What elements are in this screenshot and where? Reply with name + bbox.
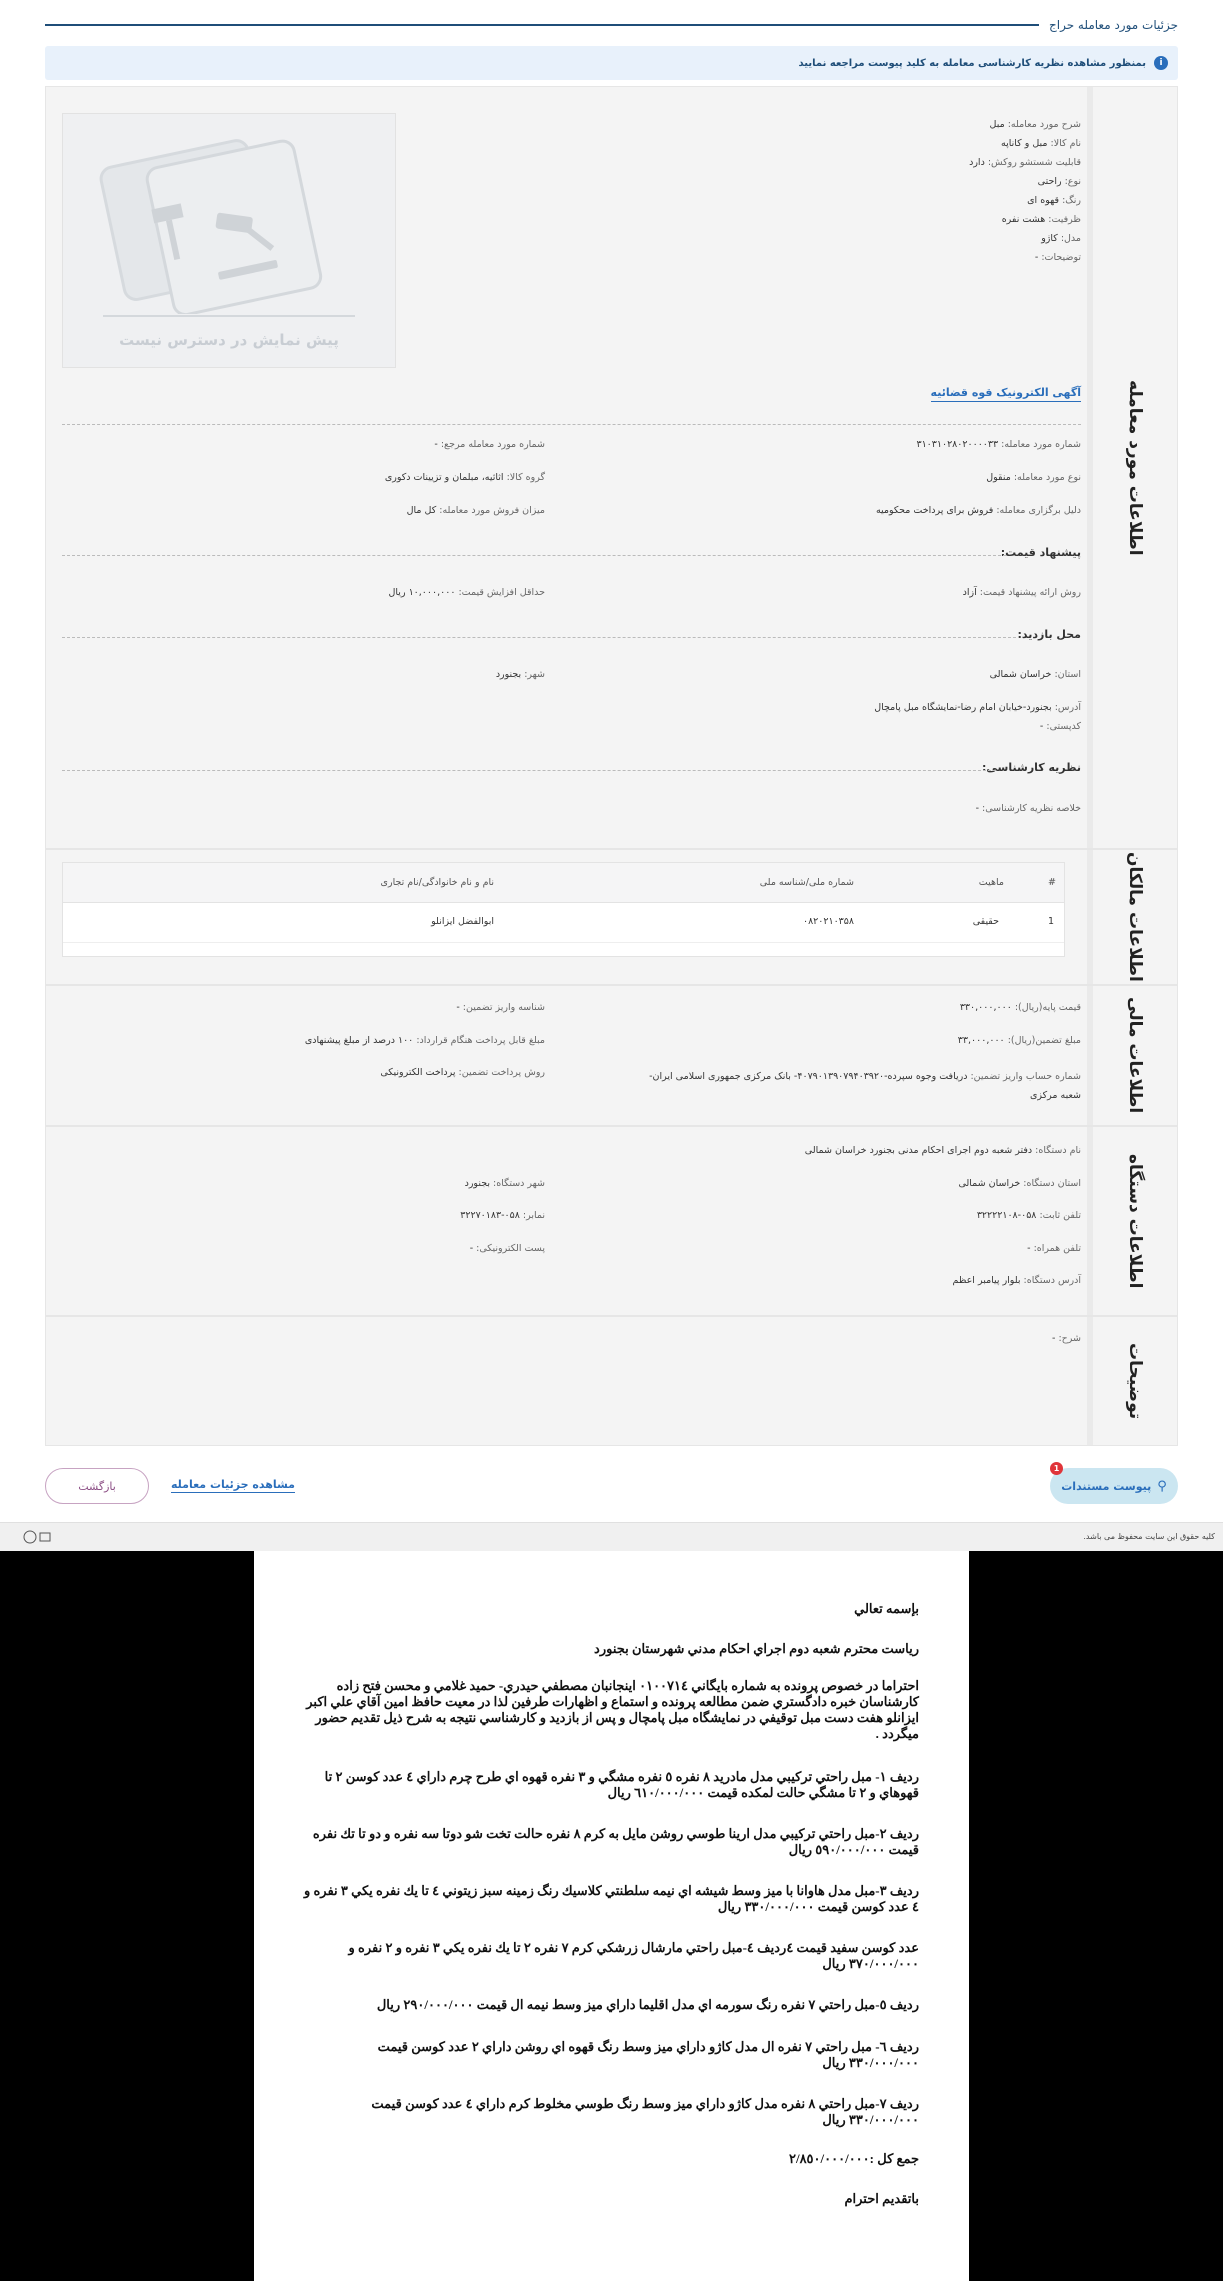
- guarantee-amount: مبلغ تضمین(ریال): ۳۳,۰۰۰,۰۰۰: [957, 1035, 1081, 1046]
- deal-type: نوع مورد معامله: منقول: [986, 472, 1081, 483]
- doc-line: ٣٣٠/٠٠٠/٠٠٠ ريال: [822, 2112, 919, 2127]
- finance-side: [1087, 986, 1177, 1125]
- owners-side: [1087, 850, 1177, 984]
- visit-section-title: محل بازدید:: [1017, 628, 1081, 641]
- office-fax: نمابر: ۰۵۸-۳۲۲۷۰۱۸۳: [460, 1210, 545, 1221]
- ref-number: شماره مورد معامله مرجع: -: [434, 439, 545, 450]
- desc-color: رنگ: قهوه ای: [1027, 195, 1081, 206]
- doc-line: كارشناسان خبره دادگستري ضمن مطالعه پرونده و استماع و اظهارات طرفين لذا در معيت حافظ امين آقاي علي اكبر: [306, 1694, 919, 1709]
- col-type: ماهیت: [978, 877, 1004, 888]
- row-national-id: ۰۸۲۰۲۱۰۳۵۸: [802, 916, 854, 927]
- office-side: [1087, 1127, 1177, 1315]
- doc-line: قهوهاي و ٢ تا مشگي حالت لمكده قيمت ٦١٠/٠٠٠/٠٠٠ ريال: [607, 1785, 919, 1800]
- product-group: گروه کالا: اثاثیه، مبلمان و تزیینات دکوری: [384, 472, 545, 483]
- offer-divider: [62, 555, 1006, 556]
- attachments-count-badge: 1: [1050, 1462, 1063, 1475]
- col-national-id: شماره ملی/شناسه ملی: [759, 877, 854, 888]
- desc-washable: قابلیت شستشو روکش: دارد: [969, 157, 1081, 168]
- expert-section-title: نظریه کارشناسی:: [982, 761, 1081, 774]
- row-index: 1: [1047, 916, 1054, 927]
- title-divider: [45, 24, 1039, 26]
- doc-line: قيمت ٥٩٠/٠٠٠/٠٠٠ ريال: [788, 1842, 919, 1857]
- visit-city: شهر: بجنورد: [495, 669, 545, 680]
- notice-text: بمنظور مشاهده نظریه کارشناسی معامله به کلید پیوست مراجعه نمایید: [798, 57, 1146, 69]
- view-deal-details-link[interactable]: مشاهده جزئیات معامله: [171, 1478, 295, 1491]
- row-type: حقیقی: [972, 916, 999, 927]
- deal-info-panel: [45, 86, 1178, 849]
- doc-line: احتراما در خصوص پرونده به شماره بايگاني ٠١٠٠٧١٤ اينجانبان مصطفي حيدري- حميد غلامي و محسن فتح زاده: [336, 1678, 919, 1693]
- notes-panel: [45, 1316, 1178, 1446]
- notes-side: [1087, 1317, 1177, 1445]
- expert-divider: [62, 770, 996, 771]
- page-title-bar: [45, 16, 1178, 34]
- row-name: ابوالفضل ایزانلو: [431, 916, 494, 927]
- electronic-ad-link[interactable]: آگهی الکترونیک قوه قضائیه: [931, 386, 1081, 402]
- visit-province: استان: خراسان شمالی: [989, 669, 1081, 680]
- doc-line: بإسمه تعالي: [854, 1601, 919, 1616]
- doc-line: رديف ٣-مبل مدل هاوانا با ميز وسط شيشه اي نيمه سلطنتي كلاسيك رنگ زمينه سبز زيتوني ٤ تا يك نفره يكي ٣ نفره و: [303, 1883, 919, 1898]
- preview-caption: پیش نمایش در دسترس نیست: [119, 331, 339, 349]
- office-address: آدرس دستگاه: بلوار پیامبر اعظم: [952, 1275, 1081, 1286]
- page-title: جزئیات مورد معامله حراج: [1049, 18, 1178, 32]
- office-title: اطلاعات دستگاه: [1125, 1153, 1145, 1289]
- offer-method: روش ارائه پیشنهاد قیمت: آزاد: [962, 587, 1081, 598]
- office-panel: [45, 1126, 1178, 1316]
- visit-postal: کدپستی: -: [1039, 721, 1081, 732]
- doc-line: رديف ٧-مبل راحتي ٨ نفره مدل كاژو داراي ميز وسط رنگ طوسي مخلوط كرم داراي ٤ عدد كوسن قيمت: [371, 2096, 919, 2111]
- deal-reason: دلیل برگزاری معامله: فروش برای پرداخت محکومیه: [875, 505, 1081, 516]
- info-icon: i: [1154, 56, 1168, 70]
- action-bar: [45, 1464, 1178, 1504]
- doc-line: رديف ١- مبل راحتي تركيبي مدل مادريد ٨ نفره ٥ نفره مشگي و ٣ نفره قهوه اي طرح چرم داراي ٤ عدد كوسن ٢ تا: [324, 1769, 919, 1784]
- desc-model: مدل: کاژو: [1041, 233, 1081, 244]
- owners-title: اطلاعات مالکان: [1125, 852, 1145, 982]
- doc-line: ميگردد .: [875, 1726, 919, 1741]
- sale-amount: میزان فروش مورد معامله: کل مال: [406, 505, 545, 516]
- owners-table: [62, 862, 1065, 957]
- judiciary-logo-icon: [20, 1527, 54, 1547]
- doc-line: رياست محترم شعبه دوم اجراي احكام مدني شهرستان بجنورد: [594, 1641, 919, 1656]
- doc-line: باتقديم احترام: [844, 2191, 919, 2206]
- finance-panel: [45, 985, 1178, 1126]
- paperclip-icon: ⚲: [1157, 1478, 1167, 1494]
- footer: [0, 1522, 1223, 1551]
- doc-line: عدد كوسن سفيد قيمت ٤رديف ٤-مبل راحتي مارشال زرشكي كرم ٧ نفره ٢ تا يك نفره يكي ٣ نفره و ٢ نفره و: [348, 1940, 919, 1955]
- finance-title: اطلاعات مالی: [1125, 997, 1145, 1114]
- table-row: [63, 903, 1064, 943]
- attachments-button[interactable]: [1050, 1464, 1178, 1504]
- doc-line: ٤ عدد كوسن قيمت ٣٣٠/٠٠٠/٠٠٠ ريال: [717, 1899, 919, 1914]
- deal-number: شماره مورد معامله: ۳۱۰۳۱۰۲۸۰۲۰۰۰۰۳۳: [916, 439, 1081, 450]
- table-header: [63, 863, 1064, 903]
- visit-address: آدرس: بجنورد-خیابان امام رضا-نمایشگاه مبل پامچال: [874, 702, 1081, 713]
- offer-section-title: پیشنهاد قیمت:: [1000, 546, 1081, 559]
- doc-line: رديف ٥-مبل راحتي ٧ نفره رنگ سورمه اي مدل اقليما داراي ميز وسط نيمه ال قيمت ٢٩٠/٠٠٠/٠٠٠ ريال: [376, 1997, 919, 2012]
- office-city: شهر دستگاه: بجنورد: [464, 1178, 545, 1189]
- section-divider: [62, 424, 1081, 425]
- office-name: نام دستگاه: دفتر شعبه دوم اجرای احکام مدنی بجنورد خراسان شمالی: [804, 1145, 1081, 1156]
- desc-notes: توضیحات: -: [1034, 252, 1081, 263]
- expert-summary: خلاصه نظریه کارشناسی: -: [975, 803, 1081, 814]
- back-button[interactable]: بازگشت: [45, 1468, 149, 1504]
- doc-line: رديف ٢-مبل راحتي تركيبي مدل ارينا طوسي روشن مايل به كرم ٨ نفره حالت تخت شو دوتا سه نفره و دو تا تك نفره: [312, 1826, 919, 1841]
- office-phone: تلفن ثابت: ۰۵۸-۳۲۲۲۲۱۰۸: [976, 1210, 1081, 1221]
- image-preview[interactable]: [62, 113, 396, 368]
- doc-line: جمع كل :٢/٨٥٠/٠٠٠/٠٠٠: [788, 2151, 919, 2166]
- auction-gavel-icon: [61, 114, 395, 314]
- notice-banner: [45, 46, 1178, 80]
- desc-capacity: ظرفیت: هشت نفره: [1001, 214, 1081, 225]
- expert-report-document: [254, 1551, 969, 2281]
- col-index: #: [1048, 877, 1056, 888]
- base-price: قیمت پایه(ریال): ۳۳۰,۰۰۰,۰۰۰: [959, 1002, 1081, 1013]
- doc-line: ٣٣٠/٠٠٠/٠٠٠ ريال: [822, 2055, 919, 2070]
- doc-line: ايزانلو هفت دست مبل توقيفي در نمايشگاه مبل پامچال و پس از بازديد و كارشناسي نتيجه به شرح ذيل تقديم حضور: [315, 1710, 919, 1725]
- notes-desc: شرح: -: [1051, 1333, 1081, 1344]
- min-increase: حداقل افزایش قیمت: ۱۰,۰۰۰,۰۰۰ ریال: [388, 587, 545, 598]
- office-mobile: تلفن همراه: -: [1027, 1243, 1081, 1254]
- col-name: نام و نام خانوادگی/نام تجاری: [380, 877, 494, 888]
- desc-title: شرح مورد معامله: مبل: [989, 119, 1081, 130]
- visit-divider: [62, 637, 1016, 638]
- office-province: استان دستگاه: خراسان شمالی: [958, 1178, 1081, 1189]
- doc-line: ٣٧٠/٠٠٠/٠٠٠ ريال: [822, 1956, 919, 1971]
- attachments-label: پیوست مستندات: [1061, 1479, 1152, 1493]
- office-email: پست الکترونیکی: -: [469, 1243, 545, 1254]
- deposit-id: شناسه واریز تضمین: -: [456, 1002, 545, 1013]
- doc-line: رديف ٦- مبل راحتي ٧ نفره ال مدل كاژو داراي ميز وسط رنگ قهوه اي روشن داراي ٢ عدد كوسن قيمت: [377, 2039, 919, 2054]
- owners-panel: [45, 849, 1178, 985]
- deal-info-side: [1087, 87, 1177, 848]
- guarantee-account: شماره حساب واریز تضمین: دریافت وجوه سپرده-۴۰۷۹۰۱۳۹۰۷۹۴۰۳۹۲۰- بانک مرکزی جمهوری اسلامی ایران- شعبه مرکزی: [649, 1071, 1081, 1101]
- desc-type: نوع: راحتی: [1037, 176, 1081, 187]
- desc-product: نام کالا: مبل و کاناپه: [1001, 138, 1081, 149]
- payment-method: روش پرداخت تضمین: پرداخت الکترونیکی: [380, 1067, 545, 1078]
- payable-amount: مبلغ قابل پرداخت هنگام قرارداد: ۱۰۰ درصد از مبلغ پیشنهادی: [304, 1035, 545, 1046]
- notes-title: توضیحات: [1125, 1342, 1145, 1420]
- copyright-text: کلیه حقوق این سایت محفوظ می باشد.: [1083, 1532, 1215, 1541]
- preview-divider: [103, 315, 355, 317]
- deal-info-title: اطلاعات مورد معامله: [1125, 379, 1145, 556]
